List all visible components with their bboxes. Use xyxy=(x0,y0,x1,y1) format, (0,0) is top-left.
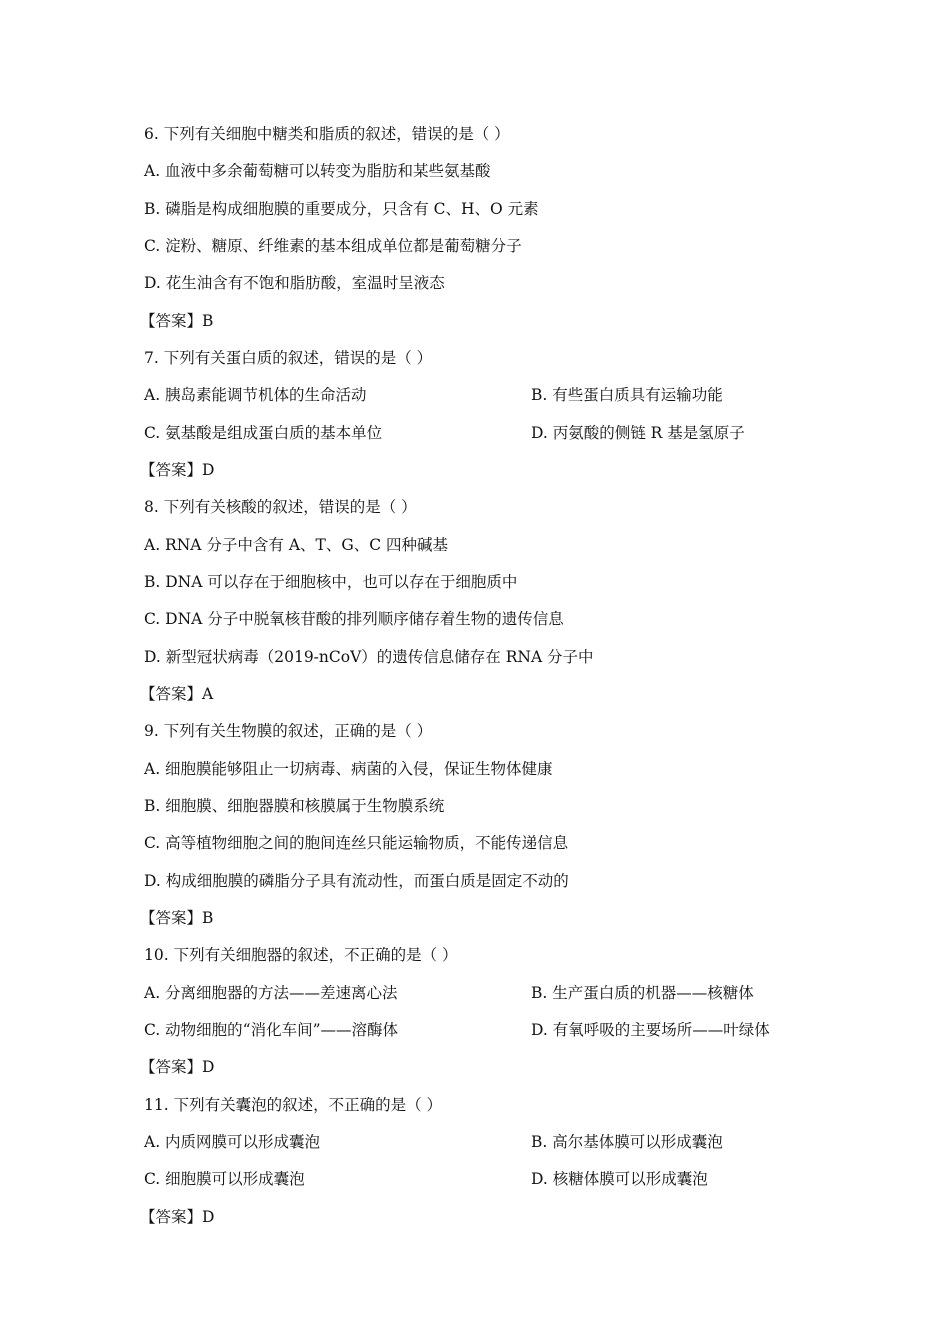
question-9-option-b: B. 细胞膜、细胞器膜和核膜属于生物膜系统 xyxy=(144,797,445,815)
question-9-answer: 【答案】B xyxy=(140,909,214,927)
question-6-option-d: D. 花生油含有不饱和脂肪酸，室温时呈液态 xyxy=(144,274,445,292)
question-11-stem: 11. 下列有关囊泡的叙述，不正确的是（ ） xyxy=(144,1096,443,1114)
question-11-option-a: A. 内质网膜可以形成囊泡 xyxy=(144,1133,321,1151)
question-8-option-d: D. 新型冠状病毒（2019-nCoV）的遗传信息储存在 RNA 分子中 xyxy=(144,648,594,666)
question-11-answer: 【答案】D xyxy=(140,1208,215,1226)
question-10-option-d: D. 有氧呼吸的主要场所——叶绿体 xyxy=(531,1021,770,1039)
question-9-option-a: A. 细胞膜能够阻止一切病毒、病菌的入侵，保证生物体健康 xyxy=(144,760,553,778)
question-7-answer: 【答案】D xyxy=(140,461,215,479)
question-7-option-a: A. 胰岛素能调节机体的生命活动 xyxy=(144,386,367,404)
question-6-answer: 【答案】B xyxy=(140,312,214,330)
question-8-option-a: A. RNA 分子中含有 A、T、G、C 四种碱基 xyxy=(144,536,449,554)
question-9-stem: 9. 下列有关生物膜的叙述，正确的是（ ） xyxy=(144,722,433,740)
question-6-option-a: A. 血液中多余葡萄糖可以转变为脂肪和某些氨基酸 xyxy=(144,162,491,180)
question-11-option-d: D. 核糖体膜可以形成囊泡 xyxy=(531,1170,708,1188)
question-7-option-b: B. 有些蛋白质具有运输功能 xyxy=(531,386,723,404)
question-11-option-b: B. 高尔基体膜可以形成囊泡 xyxy=(531,1133,723,1151)
question-8-option-c: C. DNA 分子中脱氧核苷酸的排列顺序储存着生物的遗传信息 xyxy=(144,610,564,628)
question-10-stem: 10. 下列有关细胞器的叙述，不正确的是（ ） xyxy=(144,946,458,964)
question-8-stem: 8. 下列有关核酸的叙述，错误的是（ ） xyxy=(144,498,417,516)
question-6-option-c: C. 淀粉、糖原、纤维素的基本组成单位都是葡萄糖分子 xyxy=(144,237,522,255)
question-10-option-b: B. 生产蛋白质的机器——核糖体 xyxy=(531,984,754,1002)
question-11-option-c: C. 细胞膜可以形成囊泡 xyxy=(144,1170,305,1188)
question-10-option-a: A. 分离细胞器的方法——差速离心法 xyxy=(144,984,398,1002)
question-7-option-d: D. 丙氨酸的侧链 R 基是氢原子 xyxy=(531,424,745,442)
question-6-stem: 6. 下列有关细胞中糖类和脂质的叙述，错误的是（ ） xyxy=(144,125,510,143)
question-9-option-d: D. 构成细胞膜的磷脂分子具有流动性，而蛋白质是固定不动的 xyxy=(144,872,569,890)
question-9-option-c: C. 高等植物细胞之间的胞间连丝只能运输物质，不能传递信息 xyxy=(144,834,569,852)
question-10-answer: 【答案】D xyxy=(140,1058,215,1076)
question-6-option-b: B. 磷脂是构成细胞膜的重要成分，只含有 C、H、O 元素 xyxy=(144,200,539,218)
question-7-option-c: C. 氨基酸是组成蛋白质的基本单位 xyxy=(144,424,383,442)
question-8-option-b: B. DNA 可以存在于细胞核中，也可以存在于细胞质中 xyxy=(144,573,518,591)
question-7-stem: 7. 下列有关蛋白质的叙述，错误的是（ ） xyxy=(144,349,433,367)
question-10-option-c: C. 动物细胞的“消化车间”——溶酶体 xyxy=(144,1021,399,1039)
question-8-answer: 【答案】A xyxy=(140,685,214,703)
